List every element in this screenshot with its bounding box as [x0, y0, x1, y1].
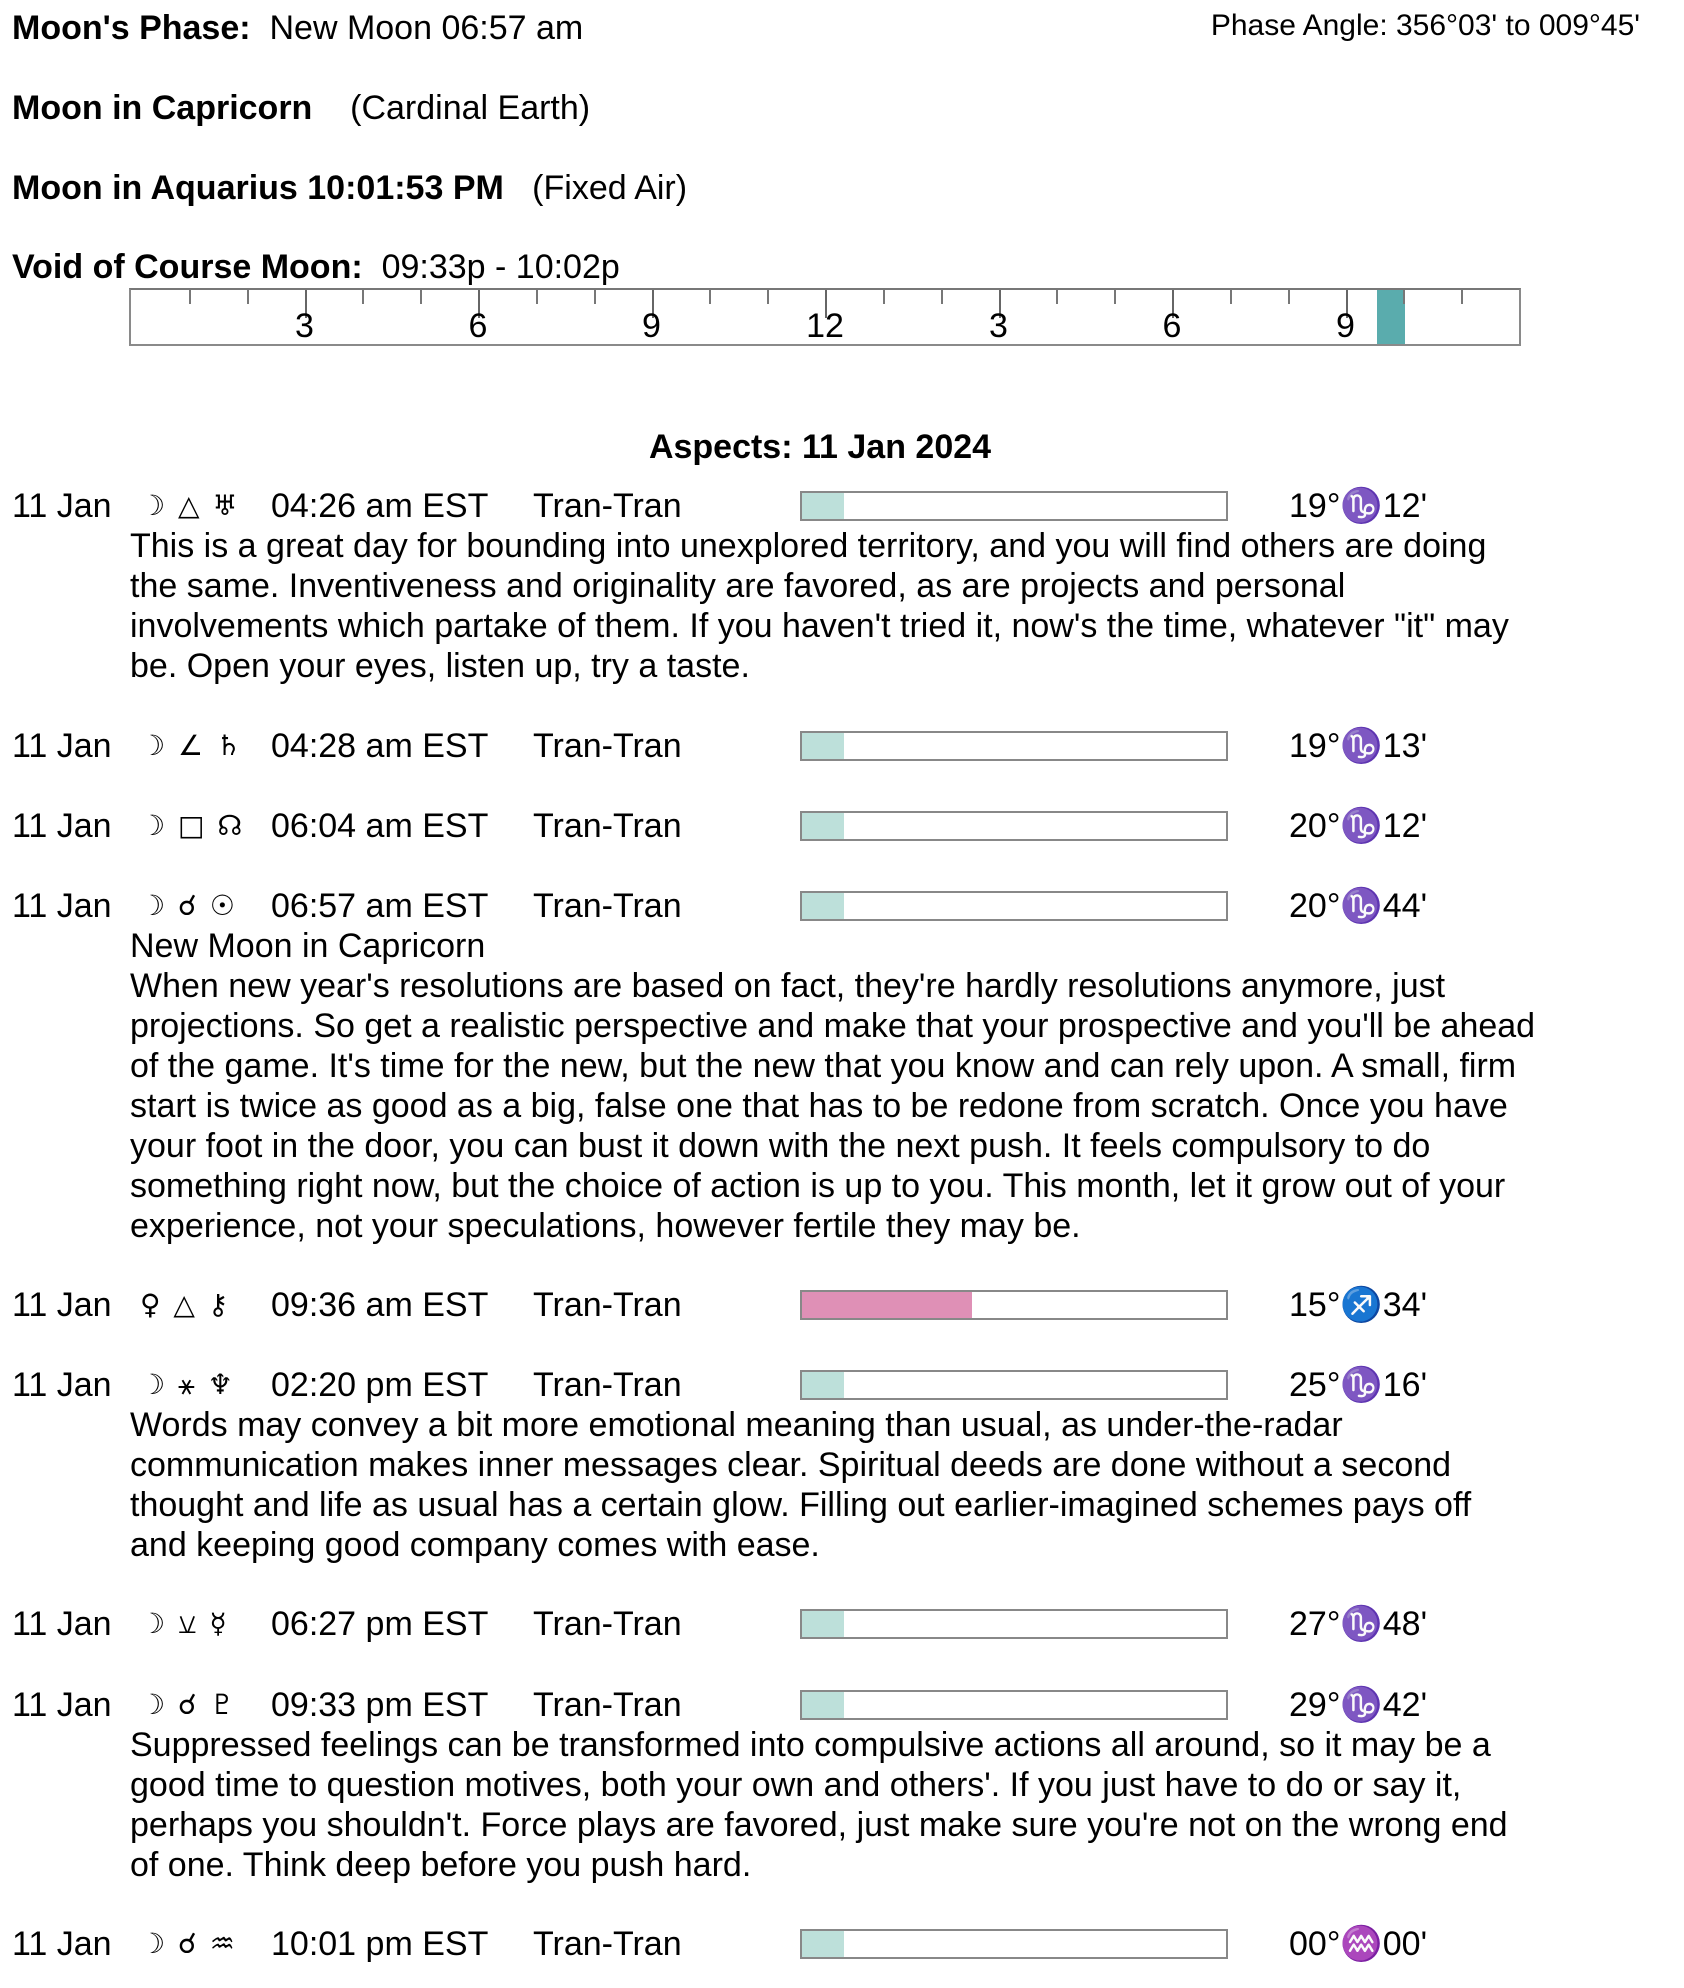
timeline-tick: [1114, 290, 1116, 304]
aspect-interpretation-line: involvements which partake of them. If you haven't tried it, now's the time, whatever "it" may: [130, 607, 1509, 645]
timeline-hour-label: 3: [295, 307, 314, 345]
aspect-strength-fill: [802, 493, 844, 519]
aspect-time: 09:33 pm EST: [271, 1686, 489, 1724]
aspect-degree: 20°♑12': [1289, 807, 1428, 845]
aspect-degree: 00°♒00': [1289, 1925, 1428, 1963]
aspect-strength-bar: [800, 1690, 1228, 1720]
aspect-time: 10:01 pm EST: [271, 1925, 489, 1963]
aspect-date: 11 Jan: [12, 1925, 112, 1963]
aspect-interpretation-line: When new year's resolutions are based on fact, they're hardly resolutions anymore, just: [130, 967, 1446, 1005]
aspect-interpretation: [130, 526, 1670, 686]
aspect-interpretation-line: good time to question motives, both your own and others'. If you just have to do or say it,: [130, 1766, 1462, 1804]
timeline-tick: [1461, 290, 1463, 304]
aspect-type: Tran-Tran: [533, 887, 682, 925]
voc-band: [1377, 290, 1405, 344]
aspect-interpretation-line: This is a great day for bounding into unexplored territory, and you will find others are doing: [130, 527, 1487, 565]
aspect-strength-fill: [802, 733, 844, 759]
aspect-glyphs-icon: ☽ □ ☊: [140, 809, 245, 842]
aspect-glyphs-icon: ☽ ☌ ☉: [140, 889, 237, 922]
timeline-tick: [1056, 290, 1058, 304]
aspect-type: Tran-Tran: [533, 807, 682, 845]
aspect-date: 11 Jan: [12, 807, 112, 845]
aspect-time: 06:04 am EST: [271, 807, 489, 845]
aspect-row: [0, 726, 1684, 766]
aspect-date: 11 Jan: [12, 1686, 112, 1724]
timeline-hour-label: 9: [1336, 307, 1355, 345]
aspect-interpretation-line: start is twice as good as a big, false one that has to be redone from scratch. Once you have: [130, 1087, 1508, 1125]
timeline-tick: [420, 290, 422, 304]
aspect-degree: 15°♐34': [1289, 1286, 1428, 1324]
aspect-row: [0, 806, 1684, 846]
aspect-glyphs-icon: ☽ ☌ ♒: [140, 1927, 237, 1960]
aspect-interpretation-line: projections. So get a realistic perspective and make that your prospective and you'll be ahead: [130, 1007, 1536, 1045]
aspect-strength-bar: [800, 1929, 1228, 1959]
moon-phase-line: [12, 8, 583, 48]
aspect-type: Tran-Tran: [533, 727, 682, 765]
aspect-strength-bar: [800, 891, 1228, 921]
aspect-row: [0, 486, 1684, 526]
aspect-degree: 29°♑42': [1289, 1686, 1428, 1724]
aspect-interpretation-line: communication makes inner messages clear. Spiritual deeds are done without a second: [130, 1446, 1452, 1484]
moon-sign-2: Moon in Aquarius 10:01:53 PM: [12, 169, 504, 207]
aspect-time: 06:57 am EST: [271, 887, 489, 925]
aspect-interpretation-line: Suppressed feelings can be transformed into compulsive actions all around, so it may be a: [130, 1726, 1491, 1764]
aspect-interpretation-line: something right now, but the choice of action is up to you. This month, let it grow out of your: [130, 1167, 1506, 1205]
aspect-date: 11 Jan: [12, 487, 112, 525]
aspect-interpretation-title: New Moon in Capricorn: [130, 927, 486, 965]
aspect-strength-bar: [800, 1290, 1228, 1320]
aspect-date: 11 Jan: [12, 887, 112, 925]
aspect-interpretation-line: of one. Think deep before you push hard.: [130, 1846, 752, 1884]
aspect-date: 11 Jan: [12, 1366, 112, 1404]
timeline-hour-label: 6: [1162, 307, 1182, 345]
aspect-time: 04:26 am EST: [271, 487, 489, 525]
aspect-strength-fill: [802, 1292, 972, 1318]
aspect-interpretation-line: thought and life as usual has a certain glow. Filling out earlier-imagined schemes pays off: [130, 1486, 1472, 1524]
aspect-strength-bar: [800, 731, 1228, 761]
aspect-row: [0, 1685, 1684, 1725]
timeline-tick: [709, 290, 711, 304]
aspect-interpretation-line: perhaps you shouldn't. Force plays are favored, just make sure you're not on the wrong end: [130, 1806, 1508, 1844]
aspect-interpretation-line: the same. Inventiveness and originality are favored, as are projects and personal: [130, 567, 1346, 605]
phase-angle: Phase Angle: 356°03' to 009°45': [1210, 9, 1640, 42]
timeline-tick: [189, 290, 191, 304]
aspect-strength-fill: [802, 1931, 844, 1957]
aspect-type: Tran-Tran: [533, 487, 682, 525]
aspect-strength-bar: [800, 1609, 1228, 1639]
aspect-degree: 20°♑44': [1289, 887, 1428, 925]
aspect-time: 02:20 pm EST: [271, 1366, 489, 1404]
timeline-hour-label: 3: [989, 307, 1008, 345]
aspect-row: [0, 1285, 1684, 1325]
aspect-degree: 19°♑12': [1289, 487, 1428, 525]
aspect-row: [0, 1365, 1684, 1405]
timeline-tick: [767, 290, 769, 304]
aspect-degree: 25°♑16': [1289, 1366, 1428, 1404]
aspect-degree: 19°♑13': [1289, 727, 1428, 765]
timeline-hour-label: 12: [806, 307, 844, 345]
void-of-course-line: [12, 247, 620, 287]
aspect-strength-fill: [802, 1692, 844, 1718]
timeline-hour-label: 6: [468, 307, 488, 345]
timeline-tick: [536, 290, 538, 304]
aspect-strength-fill: [802, 813, 844, 839]
timeline-tick: [362, 290, 364, 304]
aspect-interpretation: [130, 1405, 1670, 1565]
aspect-strength-fill: [802, 1611, 844, 1637]
aspect-glyphs-icon: ☽ △ ♅: [140, 489, 240, 522]
aspect-date: 11 Jan: [12, 727, 112, 765]
timeline-tick: [1230, 290, 1232, 304]
aspect-time: 09:36 am EST: [271, 1286, 489, 1324]
moon-sign-1-quality: (Cardinal Earth): [350, 89, 591, 127]
aspect-type: Tran-Tran: [533, 1686, 682, 1724]
timeline-tick: [594, 290, 596, 304]
aspect-interpretation-line: your foot in the door, you can bust it down with the next push. It feels compulsory to do: [130, 1127, 1431, 1165]
moon-phase-value: New Moon 06:57 am: [269, 9, 584, 47]
aspect-interpretation-line: experience, not your speculations, however fertile they may be.: [130, 1207, 1081, 1245]
aspects-title: Aspects: 11 Jan 2024: [648, 428, 992, 466]
moon-sign-2-quality: (Fixed Air): [532, 169, 688, 207]
timeline-tick: [941, 290, 943, 304]
aspect-time: 04:28 am EST: [271, 727, 489, 765]
aspect-row: [0, 886, 1684, 926]
aspect-type: Tran-Tran: [533, 1366, 682, 1404]
aspect-row: [0, 1604, 1684, 1644]
timeline-tick: [247, 290, 249, 304]
aspect-type: Tran-Tran: [533, 1925, 682, 1963]
moon-sign-line-1: [12, 88, 590, 128]
aspect-time: 06:27 pm EST: [271, 1605, 489, 1643]
timeline-tick: [1403, 290, 1405, 304]
aspect-interpretation: [130, 1725, 1670, 1885]
aspect-interpretation-line: be. Open your eyes, listen up, try a taste.: [130, 647, 750, 685]
aspect-glyphs-icon: ♀ △ ⚷: [140, 1288, 231, 1321]
aspect-glyphs-icon: ☽ ⚹ ♆: [140, 1368, 235, 1401]
aspect-interpretation-line: Words may convey a bit more emotional meaning than usual, as under-the-radar: [130, 1406, 1343, 1444]
void-of-course-timeline: [129, 288, 1521, 346]
aspect-strength-bar: [800, 491, 1228, 521]
aspect-strength-fill: [802, 893, 844, 919]
aspect-date: 11 Jan: [12, 1286, 112, 1324]
voc-value: 09:33p - 10:02p: [381, 248, 620, 286]
aspect-interpretation: [130, 926, 1670, 1246]
aspect-strength-bar: [800, 811, 1228, 841]
aspect-row: [0, 1924, 1684, 1964]
moon-sign-line-2: [12, 168, 687, 208]
aspect-interpretation-line: of the game. It's time for the new, but the new that you know and can rely upon. A small, firm: [130, 1047, 1517, 1085]
aspect-type: Tran-Tran: [533, 1286, 682, 1324]
aspect-type: Tran-Tran: [533, 1605, 682, 1643]
aspect-glyphs-icon: ☽ ∠ ♄: [140, 729, 244, 762]
moon-sign-1: Moon in Capricorn: [12, 89, 313, 127]
voc-label: Void of Course Moon:: [12, 248, 363, 286]
timeline-tick: [883, 290, 885, 304]
timeline-tick: [1288, 290, 1290, 304]
moon-phase-label: Moon's Phase:: [12, 9, 251, 47]
aspect-interpretation-line: and keeping good company comes with ease.: [130, 1526, 820, 1564]
aspect-strength-bar: [800, 1370, 1228, 1400]
aspect-glyphs-icon: ☽ ⚺ ☿: [140, 1607, 229, 1640]
aspect-glyphs-icon: ☽ ☌ ♇: [140, 1688, 237, 1721]
aspect-strength-fill: [802, 1372, 844, 1398]
timeline-hour-label: 9: [642, 307, 661, 345]
aspect-date: 11 Jan: [12, 1605, 112, 1643]
aspect-degree: 27°♑48': [1289, 1605, 1428, 1643]
